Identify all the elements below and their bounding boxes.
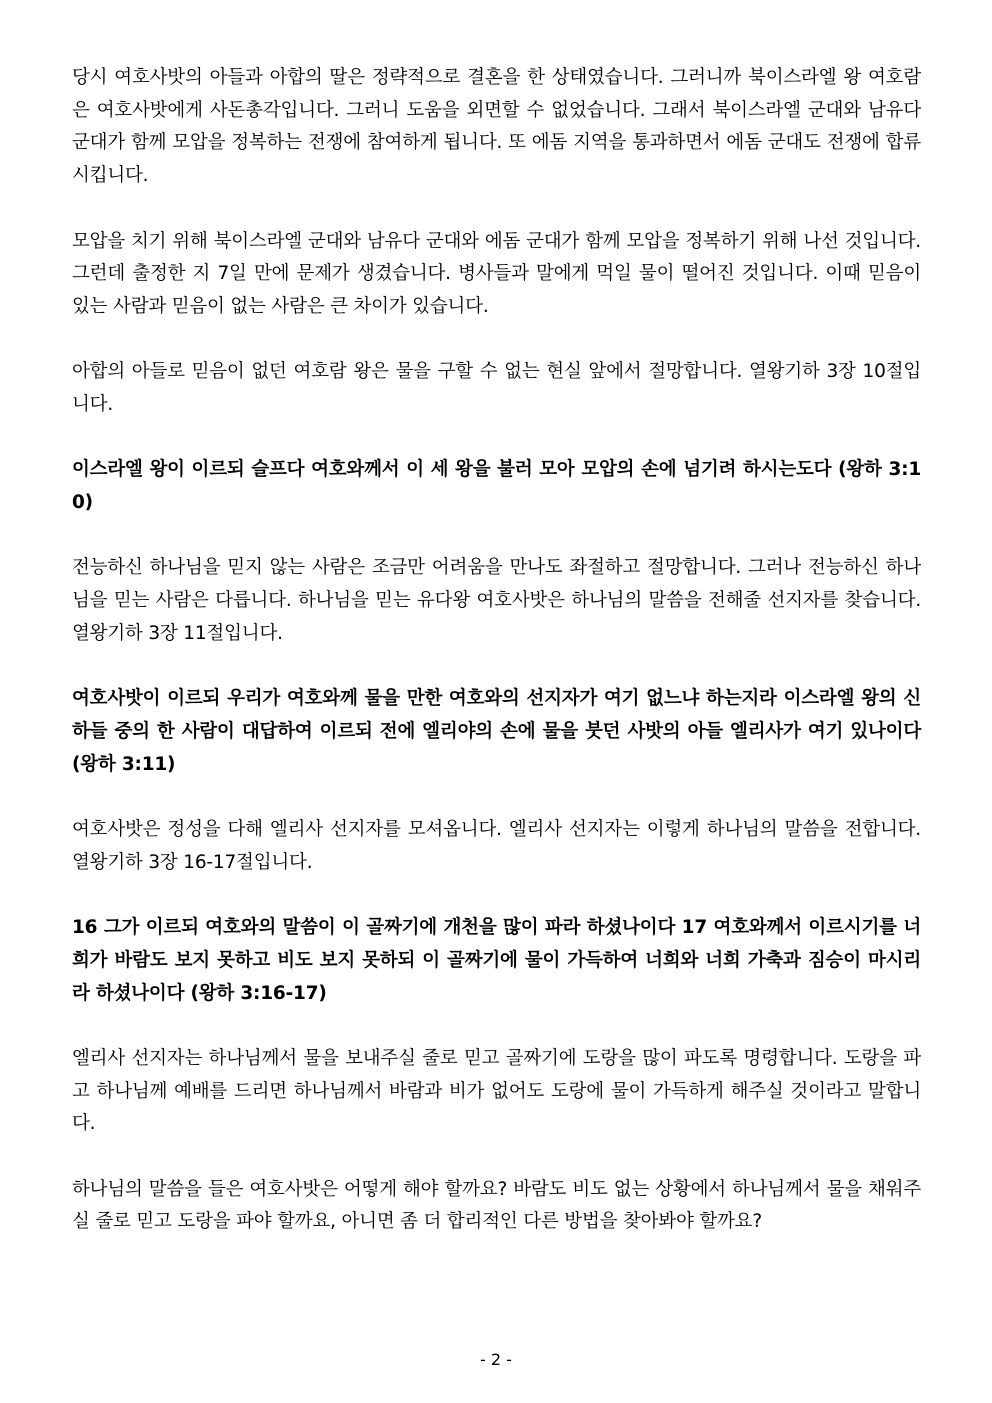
paragraph-gap — [72, 324, 921, 357]
paragraph-gap — [72, 520, 921, 553]
paragraph-gap — [72, 1010, 921, 1043]
paragraph-seeking-prophet: 전능하신 하나님을 믿지 않는 사람은 조금만 어려움을 만나도 좌절하고 절망합니다. 그러나 전능하신 하나님을 믿는 사람은 다릅니다. 하나님을 믿는 유다왕 여호사밧은 하나님의 말씀을 전해줄 선지자를 찾습니다. 열왕기하 3장 11절입니다. — [72, 557, 921, 644]
page-number: - 2 - — [480, 1350, 512, 1369]
paragraph-gap — [72, 781, 921, 814]
paragraph-jehoram-despair: 아합의 아들로 믿음이 없던 여호람 왕은 물을 구할 수 없는 현실 앞에서 절망합니다. 열왕기하 3장 10절입니다. — [72, 361, 921, 415]
paragraph-gap — [72, 651, 921, 684]
paragraph-elisha-message: 여호사밧은 정성을 다해 엘리사 선지자를 모셔옵니다. 엘리사 선지자는 이렇게 하나님의 말씀을 전합니다. 열왕기하 3장 16-17절입니다. — [72, 819, 921, 873]
paragraph-gap — [72, 193, 921, 226]
paragraph-alliance: 당시 여호사밧의 아들과 아합의 딸은 정략적으로 결혼을 한 상태였습니다. 그러니까 북이스라엘 왕 여호람은 여호사밧에게 사돈총각입니다. 그러니 도움을 외면할 수 없었습니다. 그래서 북이스라엘 군대와 남유다 군대가 함께 모압을 정복하는 전쟁에 참여하게 됩니다. 또 에돔 지역을 통과하면서 에돔 군대도 전쟁에 합류시킵니다. — [72, 67, 921, 187]
paragraph-question: 하나님의 말씀을 들은 여호사밧은 어떻게 해야 할까요? 바람도 비도 없는 상황에서 하나님께서 물을 채워주실 줄로 믿고 도랑을 파야 할까요, 아니면 좀 더 합리적인 다른 방법을 찾아봐야 할까요? — [72, 1178, 921, 1233]
scripture-quote-3-10: 이스라엘 왕이 이르되 슬프다 여호와께서 이 세 왕을 불러 모아 모압의 손에 넘기려 하시는도다 (왕하 3:10) — [72, 459, 921, 514]
paragraph-water-shortage: 모압을 치기 위해 북이스라엘 군대와 남유다 군대와 에돔 군대가 함께 모압을 정복하기 위해 나선 것입니다. 그런데 출정한 지 7일 만에 문제가 생겼습니다. 병사들과 말에게 먹일 물이 떨어진 것입니다. 이때 믿음이 있는 사람과 믿음이 없는 사람은 큰 차이가 있습니다. — [72, 230, 921, 317]
paragraph-dig-ditches: 엘리사 선지자는 하나님께서 물을 보내주실 줄로 믿고 골짜기에 도랑을 많이 파도록 명령합니다. 도랑을 파고 하나님께 예배를 드리면 하나님께서 바람과 비가 없어도 도랑에 물이 가득하게 해주실 것이라고 말합니다. — [72, 1047, 921, 1135]
paragraph-gap — [72, 879, 921, 912]
document-page — [72, 62, 921, 1239]
scripture-quote-3-11: 여호사밧이 이르되 우리가 여호와께 물을 만한 여호와의 선지자가 여기 없느냐 하는지라 이스라엘 왕의 신하들 중의 한 사람이 대답하여 이르되 전에 엘리야의 손에 물을 붓던 사밧의 아들 엘리사가 여기 있나이다 (왕하 3:11) — [72, 688, 921, 775]
scripture-quote-3-16-17: 16 그가 이르되 여호와의 말씀이 이 골짜기에 개천을 많이 파라 하셨나이다 17 여호와께서 이르시기를 너희가 바람도 보지 못하고 비도 보지 못하되 이 골짜기에 물이 가득하여 너희와 너희 가축과 짐승이 마시리라 하셨나이다 (왕하 3:16-17) — [72, 917, 921, 1004]
paragraph-gap — [72, 1141, 921, 1174]
paragraph-gap — [72, 422, 921, 455]
